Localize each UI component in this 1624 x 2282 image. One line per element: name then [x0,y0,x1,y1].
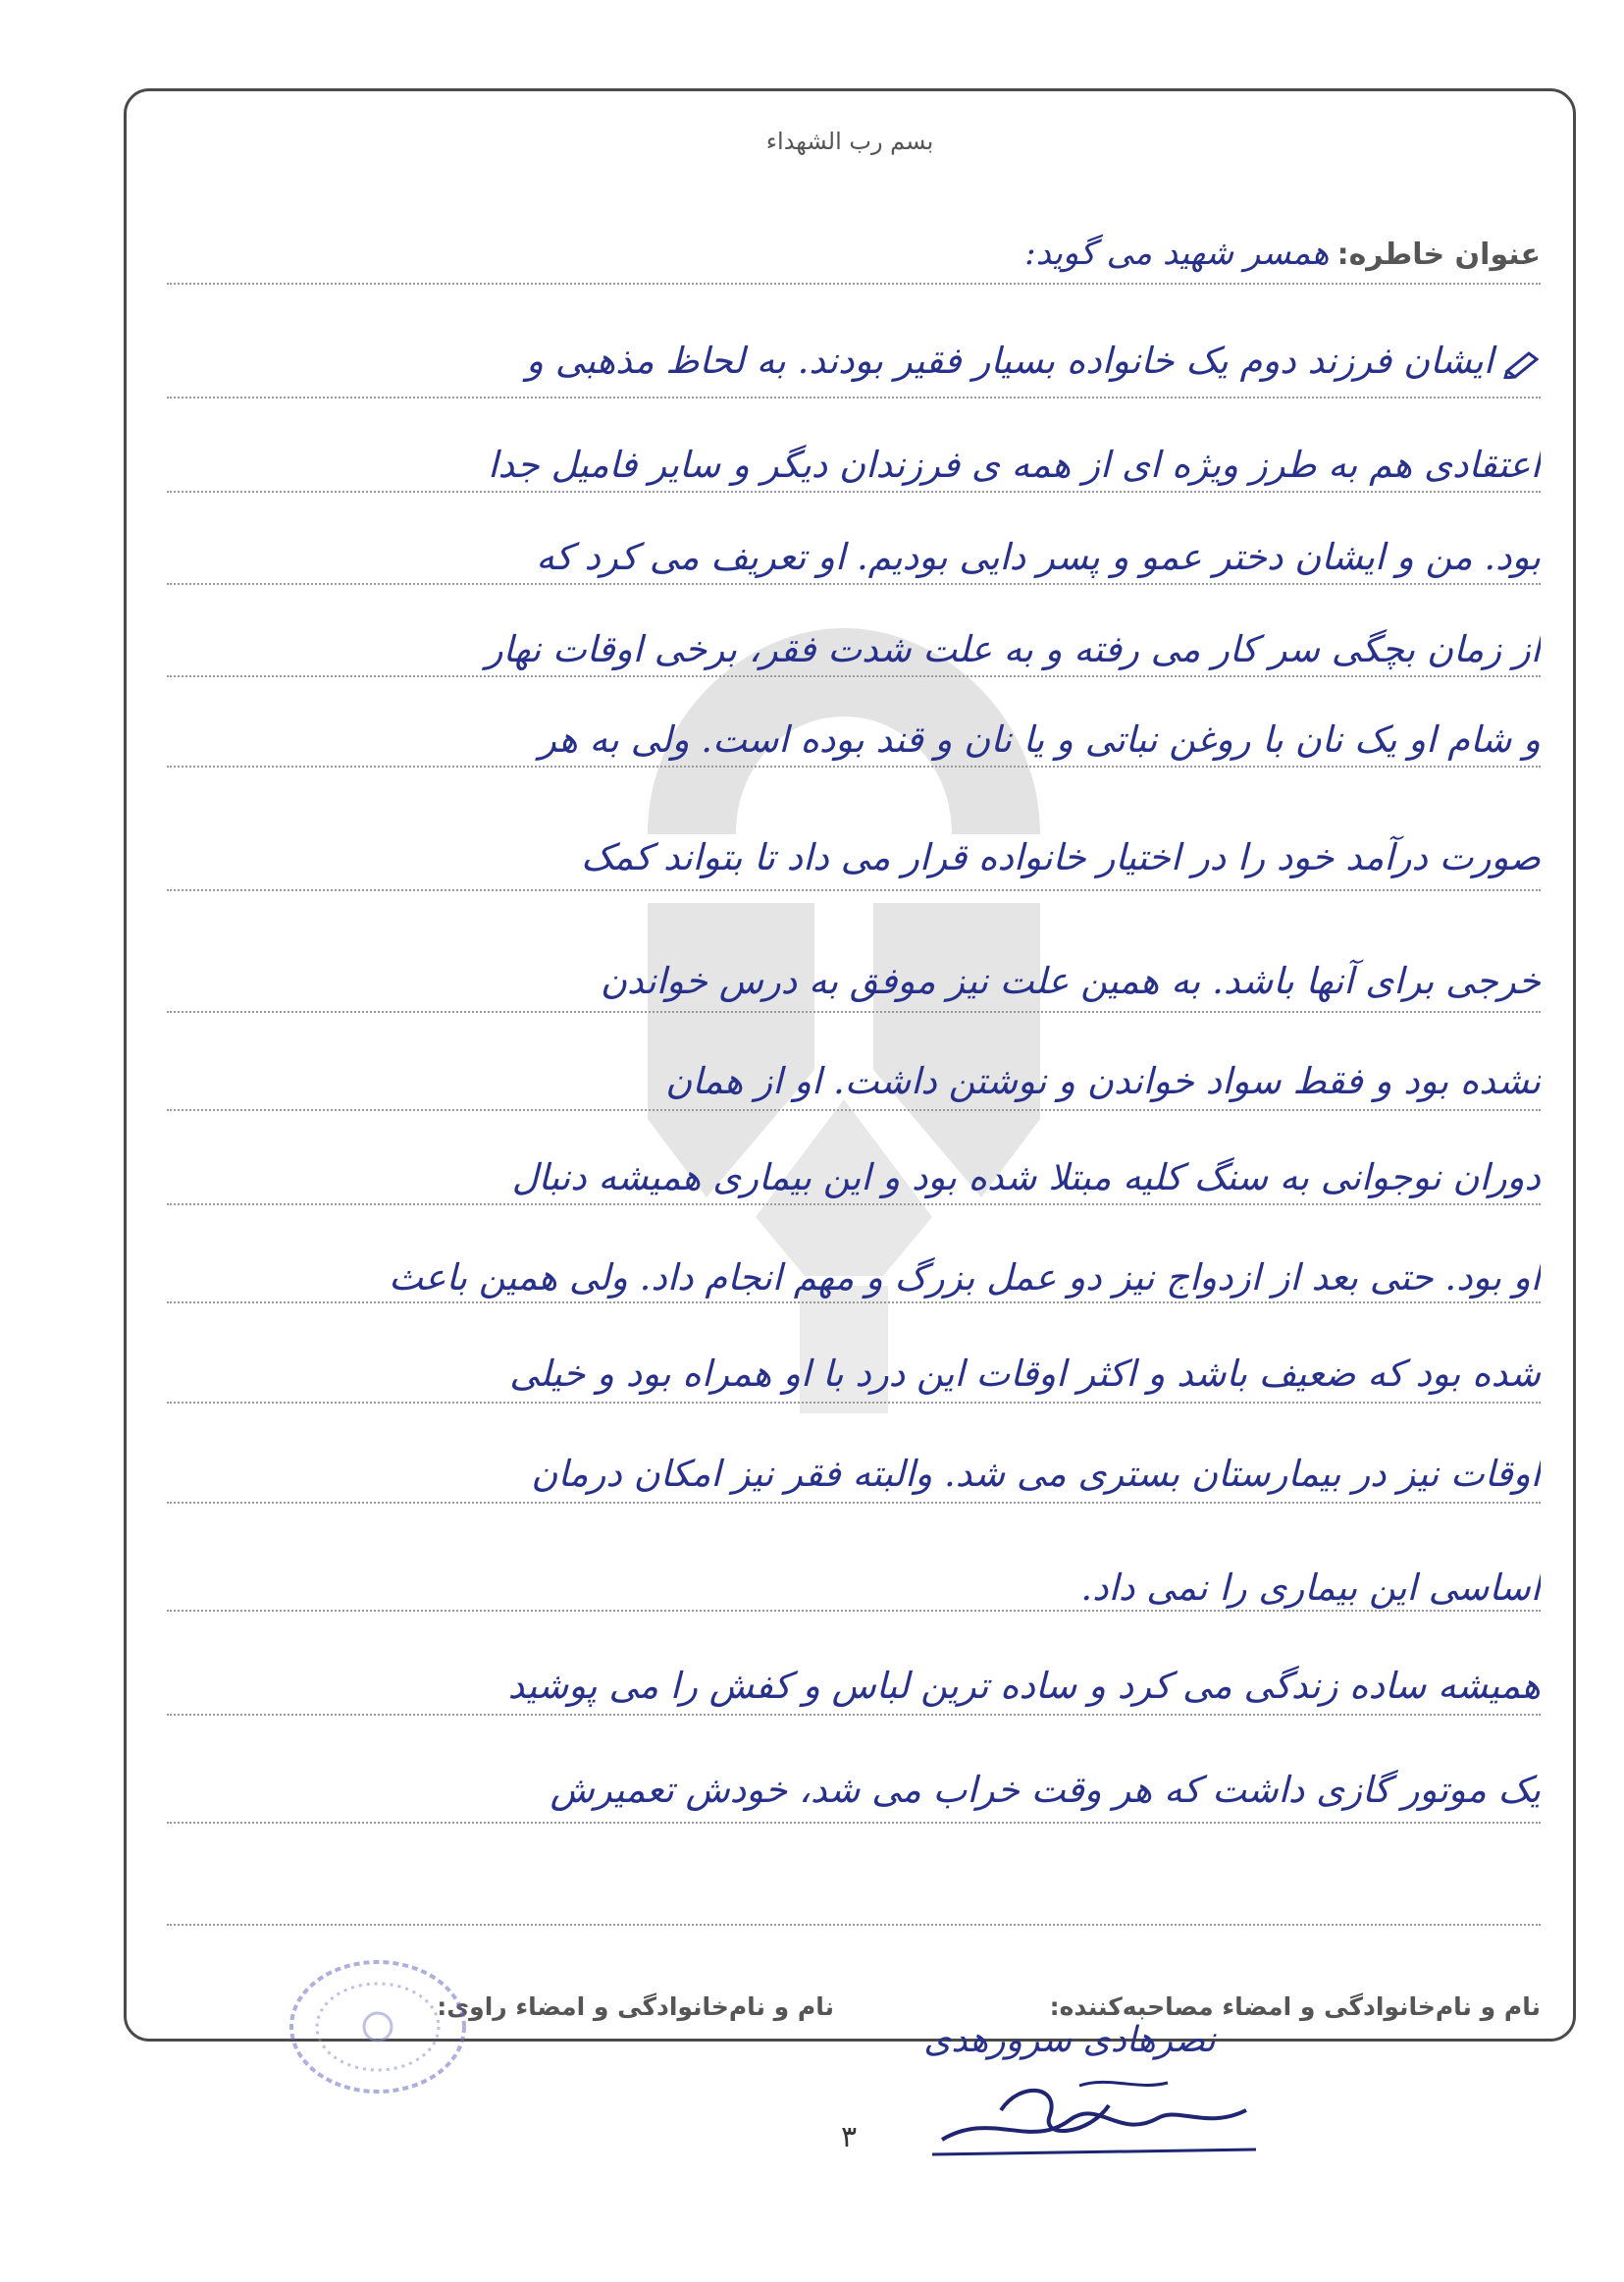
interviewer-signature-name: نصرهادی سرورهدی [923,2020,1216,2060]
handwritten-line: خرجی برای آنها باشد. به همین علت نیز موفق به درس خواندن [600,960,1541,1002]
handwritten-line: صورت درآمد خود را در اختیار خانواده قرار می داد تا بتواند کمک [581,836,1541,878]
ruled-line [167,397,1541,398]
handwritten-line: اساسی این بیماری را نمی داد. [1080,1566,1541,1609]
handwritten-line: اعتقادی هم به طرز ویژه ای از همه ی فرزندان دیگر و سایر فامیل جدا [488,444,1541,486]
handwritten-line: دوران نوجوانی به سنگ کلیه مبتلا شده بود و این بیماری همیشه دنبال [511,1156,1541,1198]
handwritten-line: شده بود که ضعیف باشد و اکثر اوقات این درد با او همراه بود و خیلی [509,1353,1541,1395]
ruled-line [167,283,1541,285]
handwritten-line: از زمان بچگی سر کار می رفته و به علت شدت فقر، برخی اوقات نهار [485,628,1541,670]
narrator-signature-label: نام و نام‌خانوادگی و امضاء راوی: [437,1992,834,2021]
ruled-line [167,889,1541,891]
handwritten-line: او بود. حتی بعد از ازدواج نیز دو عمل بزرگ و مهم انجام داد. ولی همین باعث [389,1256,1541,1299]
handwritten-line: بود. من و ایشان دختر عمو و پسر دایی بودیم. او تعریف می کرد که [536,536,1541,578]
ruled-line [167,1924,1541,1926]
handwritten-line: یک موتور گازی داشت که هر وقت خراب می شد، خودش تعمیرش [550,1769,1541,1811]
pen-icon [1503,349,1541,379]
handwritten-line: اوقات نیز در بیمارستان بستری می شد. والبته فقر نیز امکان درمان [531,1453,1541,1495]
handwritten-line [108,334,1541,393]
interviewer-signature-label: نام و نام‌خانوادگی و امضاء مصاحبه‌کننده: [1049,1992,1541,2021]
memory-title-value: همسر شهید می گوید: [1024,234,1330,273]
handwritten-line: همیشه ساده زندگی می کرد و ساده ترین لباس و کفش را می پوشید [507,1665,1541,1707]
memory-title-row [167,234,1541,283]
round-stamp-icon [285,1953,471,2100]
handwritten-line: نشده بود و فقط سواد خواندن و نوشتن داشت. او از همان [665,1060,1541,1102]
ruled-line [167,1822,1541,1824]
handwritten-text: ایشان فرزند دوم یک خانواده بسیار فقیر بودند. به لحاظ مذهبی و [526,340,1493,382]
page-header: بسم رب الشهداء [765,128,934,155]
handwritten-line: و شام او یک نان با روغن نباتی و یا نان و قند بوده است. ولی به هر [538,718,1541,761]
page-number: ۳ [840,2120,858,2154]
memory-title-label: عنوان خاطره: [1336,238,1541,272]
